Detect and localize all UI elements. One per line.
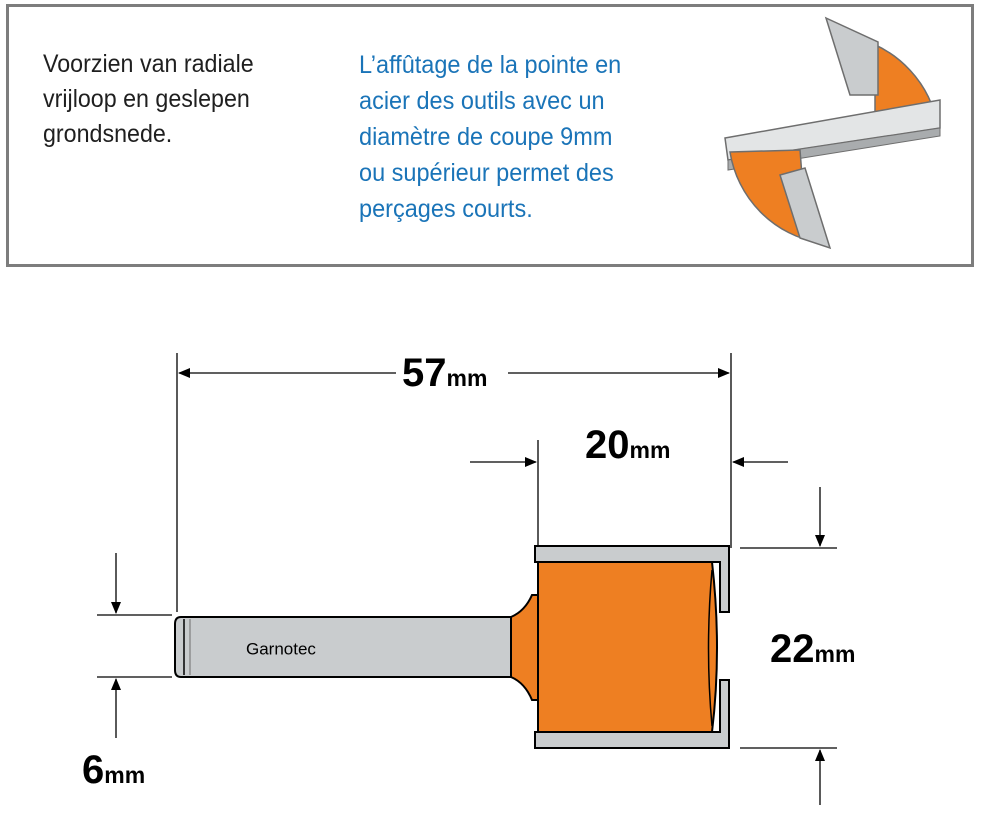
shank-diameter-label: 6mm <box>82 748 146 792</box>
dimension-cutting-diameter <box>770 487 855 805</box>
dimension-total-length <box>179 351 729 395</box>
router-bit <box>175 546 729 748</box>
brand-label: Garnotec <box>246 639 316 659</box>
cutting-diameter-label: 22mm <box>770 627 856 671</box>
dimension-cutting-length <box>470 423 788 467</box>
cutter-body <box>538 562 717 732</box>
french-description: L’affûtage de la pointe en acier des outils avec un diamètre de coupe 9mm ou supérieur permet des perçages courts. <box>359 51 622 223</box>
shank <box>175 617 513 677</box>
total-length-label: 57mm <box>402 351 488 395</box>
dimension-shank-diameter <box>82 553 145 792</box>
cutting-length-label: 20mm <box>585 423 671 467</box>
cutter-tip-illustration <box>725 18 940 248</box>
dutch-description: Voorzien van radiale vrijloop en geslepen grondsnede. <box>43 50 254 148</box>
